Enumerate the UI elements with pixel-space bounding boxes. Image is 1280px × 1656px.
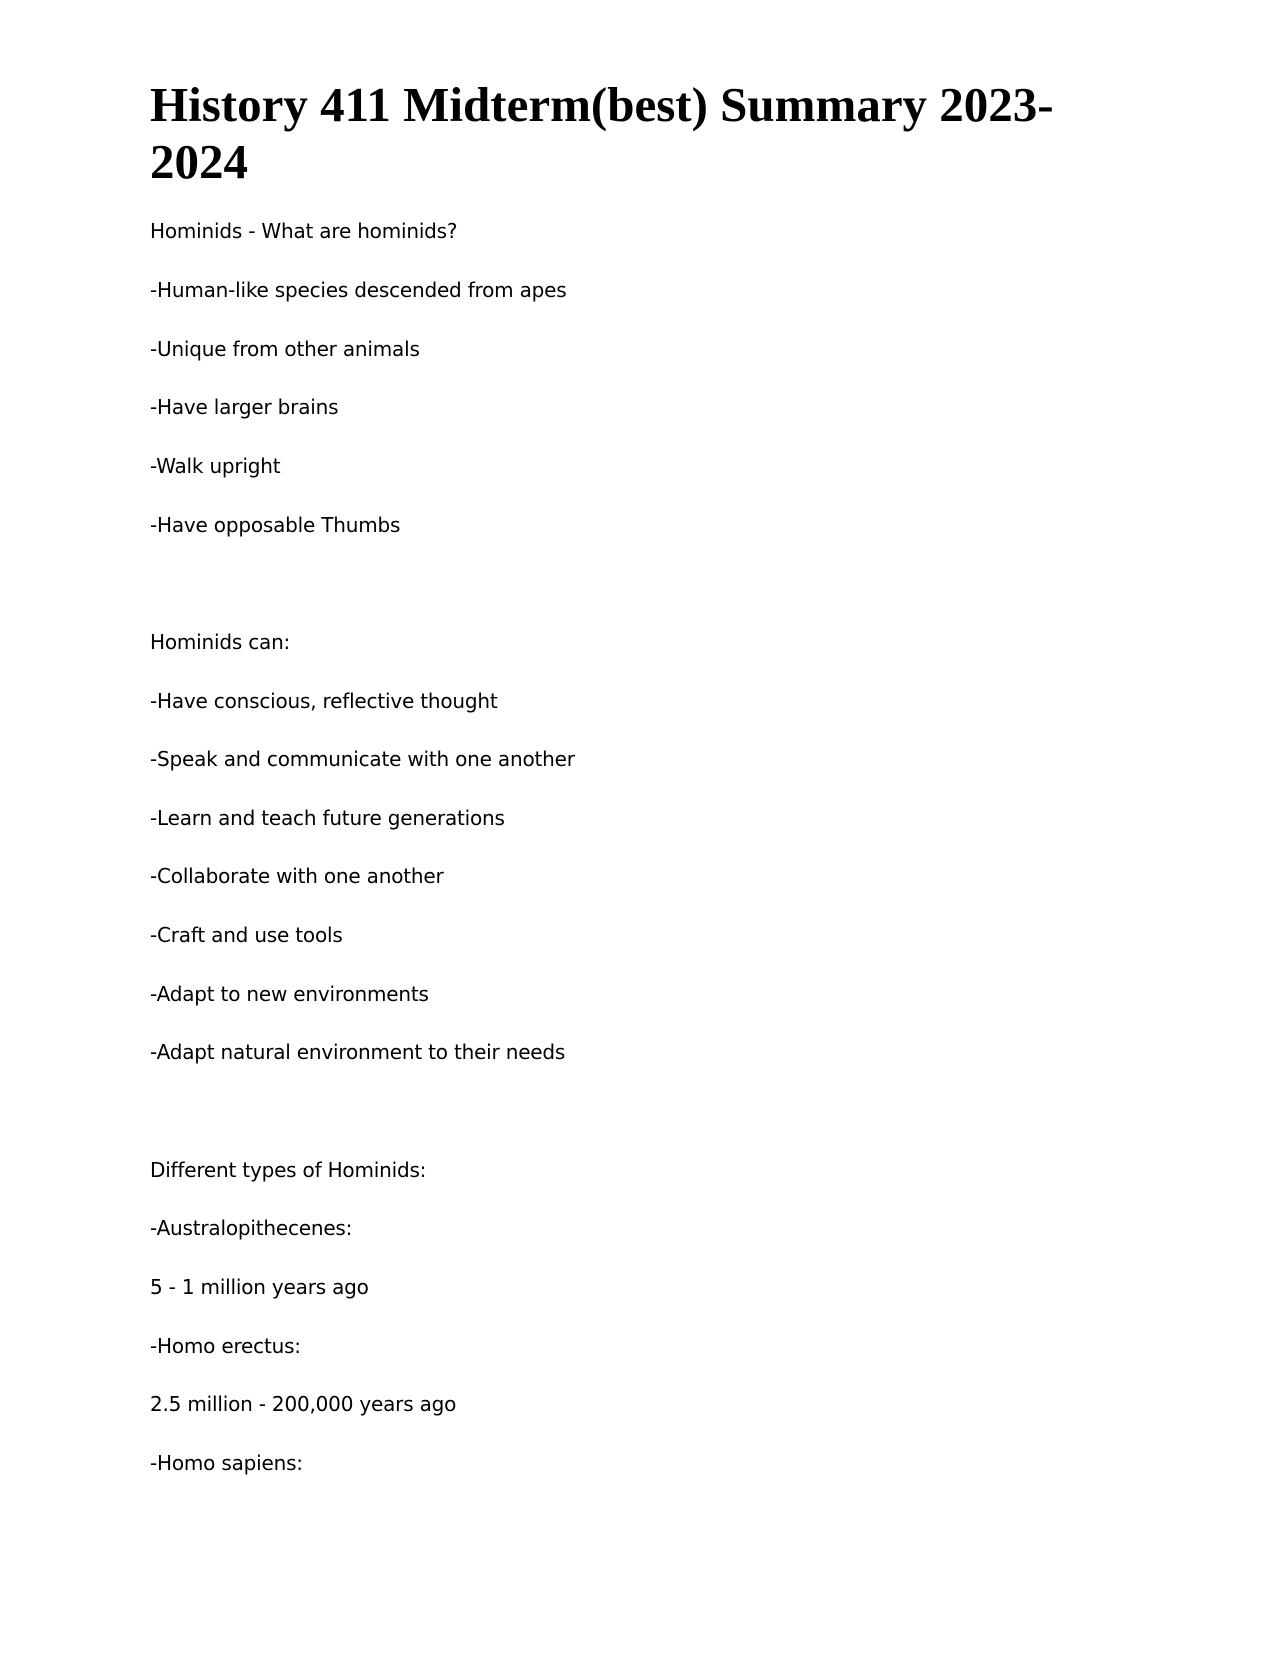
list-item: -Adapt to new environments — [150, 982, 429, 1006]
list-item: -Unique from other animals — [150, 337, 420, 361]
list-item: 5 - 1 million years ago — [150, 1275, 369, 1299]
list-item: -Adapt natural environment to their needs — [150, 1040, 566, 1064]
list-item: -Have larger brains — [150, 395, 339, 419]
list-item: -Homo sapiens: — [150, 1451, 303, 1475]
list-item: -Craft and use tools — [150, 923, 343, 947]
section-heading: Hominids can: — [150, 630, 291, 654]
list-item: -Learn and teach future generations — [150, 806, 505, 830]
list-item: 2.5 million - 200,000 years ago — [150, 1392, 457, 1416]
section-heading: Hominids - What are hominids? — [150, 219, 458, 243]
list-item: -Have conscious, reflective thought — [150, 689, 498, 713]
section-heading: Different types of Hominids: — [150, 1158, 427, 1182]
list-item: -Australopithecenes: — [150, 1216, 353, 1240]
list-item: -Speak and communicate with one another — [150, 747, 575, 771]
list-item: -Have opposable Thumbs — [150, 513, 401, 537]
list-item: -Collaborate with one another — [150, 864, 444, 888]
list-item: -Human-like species descended from apes — [150, 278, 567, 302]
list-item: -Homo erectus: — [150, 1334, 301, 1358]
list-item: -Walk upright — [150, 454, 281, 478]
document-title: History 411 Midterm(best) Summary 2023-2024 — [150, 77, 1054, 189]
